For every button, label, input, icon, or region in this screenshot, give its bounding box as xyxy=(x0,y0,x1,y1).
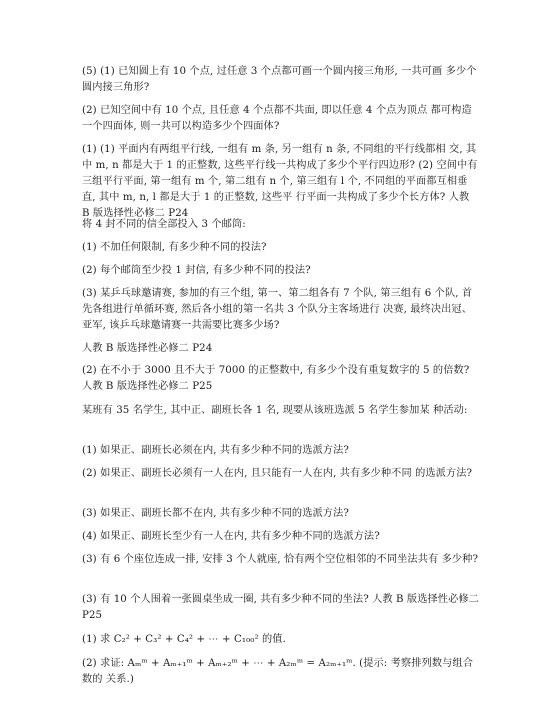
paragraph-12: (2) 如果正、副班长必须有一人在内, 且只能有一人在内, 共有多少种不同 的选派方法? xyxy=(82,468,473,479)
paragraph-7: (3) 某乒乓球邀请赛, 参加的有三个组, 第一、第二组各有 7 个队, 第三组有 6 个队, 首先各组进行单循环赛, 然后各小组的第一名共 3 个队分主客场进行 决赛, 最终决出冠、亚军, 该乒乓球邀请赛一共需要比赛多少场? xyxy=(82,288,473,331)
paragraph-14: (4) 如果正、副班长至少有一人在内, 共有多少种不同的选派方法? xyxy=(82,531,380,542)
paragraph-15: (3) 有 6 个座位连成一排, 安排 3 个人就座, 恰有两个空位相邻的不同坐法共有 多少种? xyxy=(82,554,479,565)
paragraph-11: (1) 如果正、副班长必须在内, 共有多少种不同的选派方法? xyxy=(82,445,349,456)
paragraph-4: 将 4 封不同的信全部投入 3 个邮筒: xyxy=(82,219,246,230)
paragraph-10: 某班有 35 名学生, 其中正、副班长各 1 名, 现要从该班选派 5 名学生参加某 种活动: xyxy=(82,405,468,416)
paragraph-5: (1) 不加任何限制, 有多少种不同的投法? xyxy=(82,242,267,253)
paragraph-13: (3) 如果正、副班长都不在内, 共有多少种不同的选派方法? xyxy=(82,508,349,519)
paragraph-1: (5) (1) 已知圆上有 10 个点, 过任意 3 个点都可画一个圆内接三角形, 一共可画 多少个圆内接三角形? xyxy=(82,66,477,93)
paragraph-6: (2) 每个邮筒至少投 1 封信, 有多少种不同的投法? xyxy=(82,265,311,276)
paragraph-16: (3) 有 10 个人围着一张圆桌坐成一圈, 共有多少种不同的坐法? 人教 B 版选择性必修二 P25 xyxy=(82,594,479,621)
paragraph-2: (2) 已知空间中有 10 个点, 且任意 4 个点都不共面, 即以任意 4 个点为顶点 都可构造一个四面体, 则一共可以构造多少个四面体? xyxy=(82,105,472,132)
paragraph-9: (2) 在不小于 3000 且不大于 7000 的正整数中, 有多少个没有重复数字的 5 的倍数? 人教 B 版选择性必修二 P25 xyxy=(82,365,470,392)
paragraph-8: 人教 B 版选择性必修二 P24 xyxy=(82,343,213,354)
paragraph-3: (1) (1) 平面内有两组平行线, 一组有 m 条, 另一组有 n 条, 不同组的平行线都相 交, 其中 m, n 都是大于 1 的正整数, 这些平行线一共构成了多少个平行四边形? (2) 空间中有三组平行平面, 第一组有 m 个, 第二组有 n 个, 第三组有 l 个, 不同组的平面都互相垂直, 其中 m, n, l 都是大于 1 的正整数, 这些平 行平面一共构成了多少个长方体? 人教 B 版选择性必修二 P24 xyxy=(82,144,478,219)
paragraph-18: (2) 求证: Aₘᵐ + Aₘ₊₁ᵐ + Aₘ₊₂ᵐ + ⋯ + A₂ₘᵐ = A₂ₘ₊₁ᵐ. (提示: 考察排列数与组合数的 关系.) xyxy=(82,658,473,685)
paragraph-17: (1) 求 C₂² + C₃² + C₄² + ⋯ + C₁₀₀² 的值. xyxy=(82,634,286,645)
